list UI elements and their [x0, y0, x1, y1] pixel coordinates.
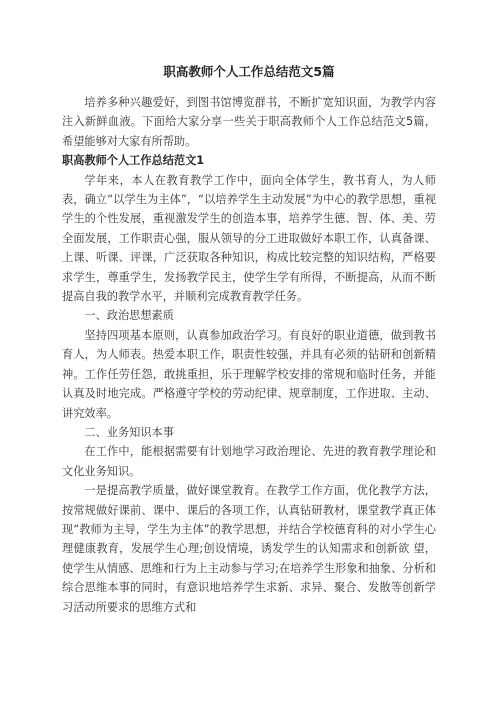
section1-paragraph: 学年来，本人在教育教学工作中，面向全体学生，教书育人，为人师表，确立“以学生为主体”，“以培养学生主动发展”为中心的教学思想，重视学生的个性发展，重视激发学生的创造本事，培养学生德、智、体、美、劳全面发展，工作职责心强，服从领导的分工进取做好本职工作，认真备课、上课、听课、评课，广泛获取各种知识，构成比较完整的知识结构，严格要求学生，尊重学生，发扬教学民主，使学生学有所得，不断提高，从而不断提高自我的教学水平，并顺利完成教育教学任务。: [62, 173, 436, 304]
subsection-heading-political: 一、政治思想素质: [84, 309, 174, 323]
document-title: 职高教师个人工作总结范文5篇: [163, 64, 335, 79]
business-paragraph-2: 一是提高教学质量，做好课堂教育。在教学工作方面，优化教学方法，按常规做好课前、课中、课后的各项工作，认真钻研教材，课堂教学真正体现“教师为主导，学生为主体”的教学思想，并结合学校德育科的对小学生心理健康教育，发展学生心理;创设情境，诱发学生的认知需求和创新欲 望，使学生从情感、思维和行为上主动参与学习;在培养学生形象和抽象、分析和综合思维本事的同时，有意识地培养学生求新、求异、聚合、发散等创新学习活动所要求的思维方式和: [62, 484, 436, 614]
political-paragraph: 坚持四项基本原则，认真参加政治学习。有良好的职业道德，做到教书育人，为人师表。热爱本职工作，职责性较强，并具有必须的钻研和创新精神。工作任劳任怨，敢挑重担，乐于理解学校安排的常规和临时任务，并能认真及时地完成。严格遵守学校的劳动纪律、规章制度，工作进取、主动、讲究效率。: [62, 328, 436, 420]
subsection-heading-business: 二、业务知识本事: [84, 425, 174, 439]
section-heading-1: 职高教师个人工作总结范文1: [62, 154, 205, 168]
document-page: [62, 64, 436, 617]
business-paragraph-1: 在工作中，能根据需要有计划地学习政治理论、先进的教育教学理论和文化业务知识。: [62, 445, 436, 478]
intro-paragraph: 培养多种兴趣爱好，到图书馆博览群书，不断扩宽知识面，为教学内容注入新鲜血液。下面给大家分享一些关于职高教师个人工作总结范文5篇，希望能够对大家有所帮助。: [62, 96, 436, 148]
